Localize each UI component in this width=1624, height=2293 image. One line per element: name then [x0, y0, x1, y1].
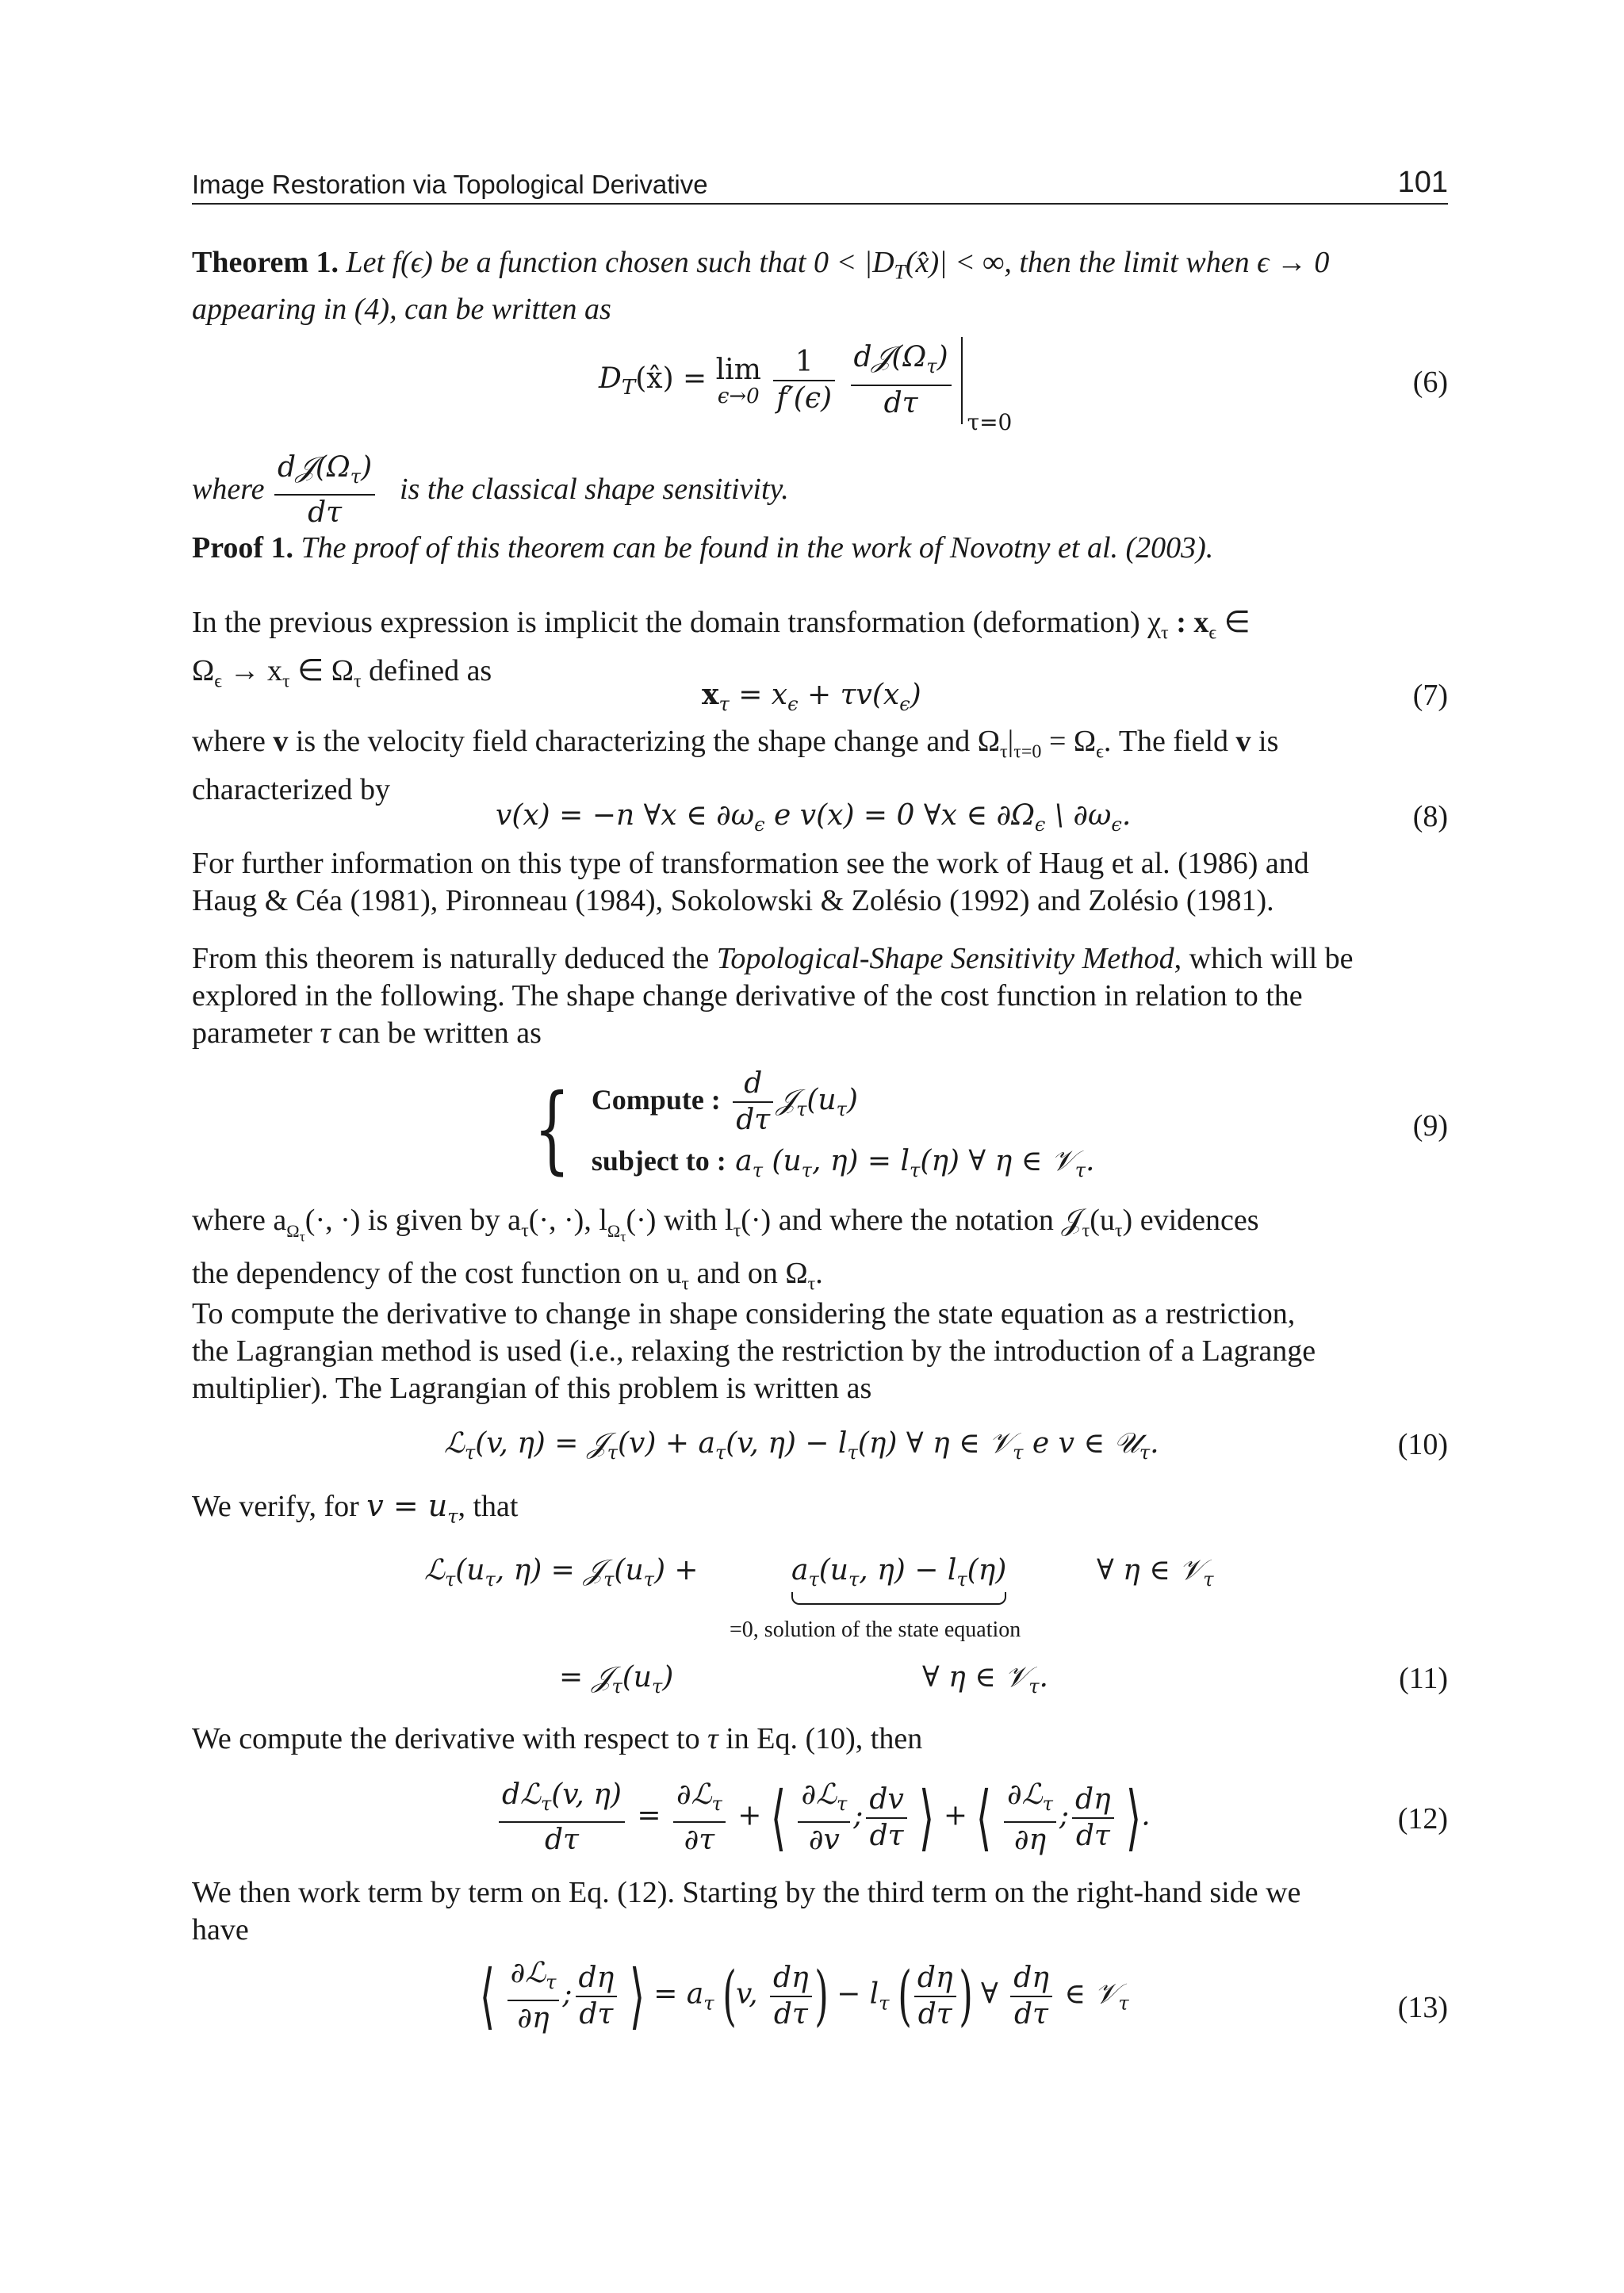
p8-tau: τ	[707, 1722, 718, 1755]
eq10-s1: τ	[464, 1441, 476, 1464]
eq13-frac-1	[508, 1956, 560, 2036]
eq13-rparen-2: )	[958, 1958, 973, 2034]
paragraph-3	[192, 845, 1448, 920]
eq11-l1e: ) +	[653, 1554, 699, 1587]
eq12-plus2: +	[943, 1799, 968, 1832]
p4-line2: explored in the following. The shape change derivative of the cost function in relation to the	[192, 979, 1303, 1013]
eq12-rangle-2: ⟩	[1125, 1776, 1142, 1859]
eq13-rparen-1: )	[814, 1958, 829, 2034]
theorem-text-c: appearing in (4), can be written as	[192, 292, 611, 326]
equation-13	[480, 1954, 1129, 2038]
eq13-f3-num: dη	[770, 1961, 812, 1997]
paragraph-9	[192, 1874, 1448, 1949]
p5-c: (·, ·), l	[528, 1204, 607, 1237]
p5-s3s: τ	[620, 1227, 626, 1244]
p4-method: Topological-Shape Sensitivity Method	[716, 942, 1174, 975]
eq10-g: .	[1150, 1427, 1159, 1460]
eq6-fraction-1	[773, 345, 835, 416]
paragraph-2	[192, 723, 1448, 809]
where-fraction	[274, 450, 375, 530]
eq13-v: v,	[736, 1977, 758, 2011]
eq13-frac-4	[914, 1961, 956, 2032]
p2-v2: v	[1235, 725, 1251, 758]
eq6-f1-num: 1	[773, 345, 835, 381]
p4-line3b: can be written as	[331, 1016, 542, 1050]
p3-line1: For further information on this type of transformation see the work of Haug et al. (1986) and	[192, 847, 1309, 880]
eq6-limit	[716, 354, 761, 407]
eq9-s-sub: τ	[752, 1159, 763, 1182]
eq7-lhs-sub: τ	[718, 693, 730, 716]
where-line	[192, 450, 1448, 530]
eq10-b: (v, η) = 𝒥	[475, 1427, 607, 1460]
eq6-lim: lim	[715, 354, 761, 386]
p1-line1-end: : x	[1168, 606, 1209, 639]
eq11-forall1-sub: τ	[1203, 1568, 1214, 1591]
eq13-sep: ;	[562, 1977, 573, 2011]
eq8-sub3: ϵ	[1111, 813, 1122, 836]
eq6-fraction-2	[851, 340, 952, 420]
eq12-f4-num: dv	[866, 1782, 906, 1819]
eq12-f6-den: dτ	[1075, 1819, 1110, 1852]
eq9-s-text: a	[735, 1145, 753, 1177]
paragraph-6	[192, 1296, 1448, 1407]
eq6-f2-den: dτ	[883, 386, 918, 419]
where-word: where	[192, 473, 265, 506]
eq11-l1c: , η) = 𝒥	[495, 1554, 604, 1587]
eq13-eq: = a	[653, 1977, 704, 2011]
p7-a: We verify, for	[192, 1490, 367, 1523]
p6-line3: multiplier). The Lagrangian of this problem is written as	[192, 1372, 872, 1405]
eq11-l2a: = 𝒥	[559, 1661, 612, 1694]
eq11-number: (11)	[1399, 1662, 1448, 1695]
eq12-sep2: ;	[1059, 1799, 1070, 1832]
theorem-text-a: Let f(ϵ) be a function chosen such that 0 < |D	[346, 246, 894, 279]
p2-d: = Ω	[1041, 725, 1097, 758]
paragraph-7	[192, 1487, 1448, 1536]
proof-text: The proof of this theorem can be found in the work of Novotny et al. (2003).	[301, 531, 1214, 565]
eq6-lhs-arg: (x̂) =	[635, 362, 707, 395]
eq12-frac-3	[798, 1778, 850, 1858]
eq8-sub2: ϵ	[1034, 813, 1046, 836]
p5-line2c: .	[815, 1256, 823, 1290]
p2-v: v	[273, 725, 289, 758]
paragraph-4	[192, 940, 1448, 1052]
p1-line1: In the previous expression is implicit the domain transformation (deformation) χ	[192, 606, 1162, 639]
p1-line1-sub2: ϵ	[1208, 622, 1217, 644]
p5-s2: τ	[521, 1220, 529, 1242]
p5-s3: Ω	[607, 1220, 621, 1241]
p4-a: From this theorem is naturally deduced the	[192, 942, 717, 975]
p5-s6: τ	[1114, 1220, 1123, 1242]
eq13-s3: τ	[1118, 1992, 1129, 2015]
eq11-l2b: (u	[622, 1661, 652, 1694]
eq7-number: (7)	[1412, 679, 1448, 712]
p2-sub: τ	[999, 741, 1008, 763]
eq9-s-sub3: τ	[910, 1159, 921, 1182]
underbrace-line	[791, 1592, 1006, 1605]
equation-11-forall-1	[1097, 1554, 1214, 1591]
eq9-c-end2: )	[846, 1084, 858, 1116]
eq12-f2-num-sub: τ	[711, 1793, 722, 1816]
equation-11-underbrace	[791, 1554, 1006, 1591]
p2-sub2: τ=0	[1013, 741, 1042, 763]
eq9-compute-label: Compute :	[591, 1084, 721, 1116]
equation-7	[702, 678, 921, 715]
eq11-ub-b: (u	[818, 1554, 848, 1587]
eq8-end: .	[1121, 799, 1132, 832]
p4-tau: τ	[320, 1016, 331, 1050]
p2-line2: characterized by	[192, 772, 390, 806]
eq12-frac-6	[1072, 1782, 1114, 1854]
p2-f: is	[1251, 725, 1279, 758]
eq9-subject-label: subject to :	[591, 1145, 726, 1177]
eq12-rangle-1: ⟩	[919, 1776, 935, 1859]
eq12-f1-num: dℒ	[502, 1778, 541, 1811]
eq11-ub-s2: τ	[848, 1568, 860, 1591]
p8-a: We compute the derivative with respect to	[192, 1722, 708, 1755]
p5-b: (·, ·) is given by a	[304, 1204, 522, 1237]
eq7-close: )	[910, 679, 921, 711]
p2-a: where	[192, 725, 274, 758]
p1-line2-sub3: τ	[353, 671, 362, 692]
equation-6	[599, 337, 1058, 435]
p5-s1s: τ	[299, 1227, 305, 1244]
eq11-forall2-sub: τ	[1028, 1675, 1040, 1698]
eq11-ub-s3: τ	[956, 1568, 967, 1591]
paragraph-8	[192, 1721, 1448, 1758]
eq13-f1-num-sub: τ	[546, 1971, 557, 1994]
eq9-s-end2: .	[1085, 1145, 1095, 1177]
eq7-rest: + τv(x	[798, 679, 900, 711]
where-f-den: dτ	[308, 496, 343, 530]
header-title: Image Restoration via Topological Derivative	[192, 170, 708, 199]
page-number: 101	[1397, 166, 1448, 199]
eq13-f4-num: dη	[914, 1961, 956, 1997]
p5-f: (u	[1090, 1204, 1115, 1237]
p3-line2: Haug & Céa (1981), Pironneau (1984), Sokolowski & Zolésio (1992) and Zolésio (1981).	[192, 884, 1274, 917]
p1-line2-mid: → x	[221, 653, 282, 687]
eq6-f2-num-end: )	[936, 341, 948, 374]
where-f-num-end: )	[361, 451, 373, 484]
eq13-f2-den: dτ	[579, 1997, 614, 2031]
eq11-forall2-end: .	[1039, 1661, 1048, 1694]
eq10-s2: τ	[607, 1441, 619, 1464]
equation-11-line-1	[424, 1554, 699, 1591]
equation-10	[444, 1427, 1159, 1464]
eq13-lparen-2: (	[898, 1958, 912, 2034]
p2-e: . The field	[1103, 725, 1236, 758]
eq11-l2s1: τ	[611, 1675, 622, 1698]
eq13-f1-num: ∂ℒ	[510, 1956, 546, 1989]
eq13-s1: τ	[703, 1992, 714, 2015]
p9-line1: We then work term by term on Eq. (12). Starting by the third term on the right-hand side we	[192, 1876, 1301, 1909]
eq13-s2: τ	[879, 1992, 890, 2015]
eq11-ub-a: a	[791, 1554, 809, 1587]
p1-line2: Ω	[192, 653, 215, 687]
eq9-c-rest: 𝒥	[776, 1084, 797, 1116]
eq10-f: e v ∈ 𝒰	[1023, 1427, 1139, 1460]
eq6-number: (6)	[1412, 366, 1448, 399]
eq11-l1s4: τ	[643, 1568, 654, 1591]
eq9-s-mid: (u	[762, 1145, 802, 1177]
eq12-eq: =	[637, 1799, 661, 1832]
eq12-f5-den: ∂η	[1013, 1824, 1047, 1857]
eq12-number: (12)	[1397, 1802, 1448, 1836]
eq12-f3-den: ∂v	[808, 1824, 840, 1857]
eq10-d: (v, η) − l	[726, 1427, 848, 1460]
p2-c: |	[1007, 725, 1014, 758]
eq6-eval: τ=0	[967, 409, 1013, 435]
where-f-num: d𝒥(Ω	[278, 451, 350, 484]
p5-g: ) evidences	[1122, 1204, 1259, 1237]
p5-s5: τ	[1082, 1220, 1090, 1242]
eq12-f1-num-sub: τ	[540, 1793, 552, 1816]
eq12-f2-den: ∂τ	[684, 1824, 715, 1857]
eq8-text: v(x) = −n ∀x ∈ ∂ω	[496, 799, 755, 832]
p5-a: where a	[192, 1204, 287, 1237]
eq11-l1s1: τ	[444, 1568, 456, 1591]
eq9-cases	[592, 1066, 1095, 1193]
p1-line2-sub2: τ	[282, 671, 290, 692]
p7-b: v = u	[366, 1488, 448, 1523]
eq13-in: ∈ 𝒱	[1064, 1977, 1119, 2011]
eq10-s3: τ	[714, 1441, 726, 1464]
equation-8	[496, 799, 1131, 836]
eq12-langle-2: ⟨	[976, 1776, 992, 1859]
eq12-plus1: +	[737, 1799, 762, 1832]
eq12-frac-1	[499, 1778, 625, 1858]
eq11-forall1: ∀ η ∈ 𝒱	[1097, 1554, 1204, 1587]
p7-c: , that	[458, 1490, 519, 1523]
eq13-f5-den: dτ	[1014, 1997, 1048, 2031]
p1-line2-sub: ϵ	[214, 671, 222, 692]
eq9-number: (9)	[1412, 1109, 1448, 1143]
p5-e: (·) and where the notation 𝒥	[741, 1204, 1082, 1237]
theorem-text-b: (x̂)| < ∞, then the limit when ϵ → 0	[905, 246, 1330, 279]
theorem-statement: Theorem 1. Let f(ϵ) be a function chosen such that $0 < |D_T(x̂)|$ < ∞, then the limit when ϵ → 0 appearing in (4), can be written as	[192, 246, 1330, 326]
p5-s4: τ	[733, 1220, 741, 1242]
eq13-minus: − l	[837, 1977, 879, 2011]
eq13-f3-den: dτ	[773, 1997, 808, 2031]
eq12-frac-5	[1004, 1778, 1056, 1858]
p5-l2s2: τ	[807, 1273, 816, 1295]
eq12-f3-num: ∂ℒ	[801, 1778, 837, 1811]
eq8-mid: e v(x) = 0 ∀x ∈ ∂Ω	[764, 799, 1035, 832]
equation-11-line-2	[559, 1661, 673, 1698]
eq9-s-sub4: τ	[1074, 1159, 1086, 1182]
eq12-f6-num: dη	[1072, 1782, 1114, 1819]
p5-line2a: the dependency of the cost function on u	[192, 1256, 682, 1290]
eq11-forall2: ∀ η ∈ 𝒱	[922, 1661, 1029, 1694]
eq9-c-end: (u	[806, 1084, 837, 1116]
eq10-s5: τ	[1013, 1441, 1024, 1464]
eq12-frac-4	[866, 1782, 906, 1854]
eq13-frac-2	[576, 1961, 618, 2032]
eq12-f1-num-end: (v, η)	[551, 1778, 622, 1811]
proof-label: Proof 1.	[192, 531, 294, 565]
eq12-f5-num-sub: τ	[1042, 1793, 1053, 1816]
eq12-frac-2	[673, 1778, 726, 1858]
p6-line2: the Lagrangian method is used (i.e., relaxing the restriction by the introduction of a Lagrange	[192, 1334, 1316, 1368]
eq6-f2-num-sub: τ	[926, 355, 937, 378]
eq11-underbrace-group	[791, 1554, 1006, 1591]
eq6-lhs-sub: T	[621, 376, 636, 400]
eq12-f5-num: ∂ℒ	[1007, 1778, 1043, 1811]
eq10-number: (10)	[1397, 1428, 1448, 1461]
eq11-l1s2: τ	[485, 1568, 496, 1591]
eq12-langle-1: ⟨	[770, 1776, 787, 1859]
eq6-eval-bar	[961, 337, 1058, 435]
eq11-l1d: (u	[614, 1554, 644, 1587]
p1-line2-end: defined as	[361, 653, 492, 687]
eq6-lhs: D	[599, 362, 622, 395]
eq10-s6: τ	[1139, 1441, 1151, 1464]
p5-d: (·) with l	[626, 1204, 733, 1237]
equation-11-forall-2	[922, 1661, 1048, 1698]
running-header	[192, 163, 1448, 205]
eq13-lparen-1: (	[722, 1958, 737, 2034]
p2-b: is the velocity field characterizing the shape change and Ω	[288, 725, 1000, 758]
eq9-c-den: dτ	[736, 1104, 771, 1136]
underbrace-label: =0, solution of the state equation	[730, 1617, 1021, 1642]
eq13-langle: ⟨	[479, 1954, 496, 2038]
eq12-f3-num-sub: τ	[837, 1793, 848, 1816]
eq13-frac-3	[770, 1961, 812, 2032]
eq12-f2-num: ∂ℒ	[676, 1778, 712, 1811]
eq10-e: (η) ∀ η ∈ 𝒱	[857, 1427, 1013, 1460]
eq11-l2c: )	[662, 1661, 674, 1694]
p7-s: τ	[447, 1505, 458, 1528]
eq13-f1-den: ∂η	[517, 2002, 550, 2035]
eq12-end: .	[1141, 1799, 1151, 1832]
eq8-sub1: ϵ	[754, 813, 765, 836]
eq9-c-sub2: τ	[836, 1098, 847, 1121]
eq11-ub-c: , η) − l	[859, 1554, 957, 1587]
eq7-rest-sub: ϵ	[899, 693, 910, 716]
eq9-frac	[733, 1066, 773, 1138]
p2-sub3: ϵ	[1096, 741, 1104, 763]
p5-l2s1: τ	[681, 1273, 689, 1295]
eq10-s4: τ	[847, 1441, 858, 1464]
eq13-f5-num: dη	[1010, 1961, 1052, 1997]
eq10-c: (v) + a	[618, 1427, 715, 1460]
p9-line2: have	[192, 1913, 249, 1947]
eq11-l2s2: τ	[651, 1675, 663, 1698]
eq6-f2-num: d𝒥(Ω	[853, 341, 927, 374]
p5-s1: Ω	[286, 1220, 300, 1241]
eq13-forall: ∀	[981, 1977, 998, 2011]
eq6-lim-sub: ϵ→0	[717, 385, 760, 408]
eq12-f1-den: dτ	[544, 1824, 579, 1857]
eq7-lhs: x	[702, 678, 719, 711]
where-f-num-sub: τ	[350, 465, 362, 488]
theorem-label: Theorem 1.	[192, 246, 339, 279]
eq13-number: (13)	[1397, 1991, 1448, 2024]
eq11-ub-d: (η)	[967, 1554, 1007, 1587]
p8-b: in Eq. (10), then	[718, 1722, 923, 1755]
eq13-frac-5	[1010, 1961, 1052, 2032]
eq6-f1-den: f′(ϵ)	[776, 382, 833, 415]
eq11-l1b: (u	[455, 1554, 485, 1587]
eq10-a: ℒ	[444, 1427, 465, 1460]
eq13-rangle: ⟩	[629, 1954, 645, 2038]
eq9-s-end: (η) ∀ η ∈ 𝒱	[920, 1145, 1075, 1177]
eq12-f4-den: dτ	[869, 1819, 904, 1852]
eq11-l1s3: τ	[603, 1568, 615, 1591]
eq11-l1a: ℒ	[424, 1554, 445, 1587]
paragraph-5	[192, 1202, 1448, 1303]
eq9-brace: {	[534, 1074, 571, 1185]
p4-b: , which will be	[1174, 942, 1354, 975]
eq9-s-sub2: τ	[801, 1159, 812, 1182]
eq9-s-mid2: , η) = l	[811, 1145, 910, 1177]
eq7-mid: = x	[729, 679, 788, 711]
eq12-sep1: ;	[853, 1799, 864, 1832]
where-rest: is the classical shape sensitivity.	[400, 473, 789, 506]
p6-line1: To compute the derivative to change in shape considering the state equation as a restriction,	[192, 1297, 1296, 1330]
p5-line2b: and on Ω	[688, 1256, 808, 1290]
proof	[192, 530, 1448, 567]
equation-9	[522, 1066, 1094, 1193]
eq13-f2-num: dη	[576, 1961, 618, 1997]
eq9-c-num: d	[733, 1066, 773, 1103]
eq13-f4-den: dτ	[917, 1997, 952, 2031]
eq7-mid-sub: ϵ	[787, 693, 799, 716]
eq8-number: (8)	[1412, 800, 1448, 833]
eq9-c-sub: τ	[796, 1098, 807, 1121]
p1-line1-end2: ∈	[1216, 606, 1251, 639]
equation-12	[496, 1776, 1151, 1859]
p4-line3a: parameter	[192, 1016, 320, 1050]
p1-line1-sub: τ	[1161, 622, 1169, 644]
eq11-ub-s1: τ	[808, 1568, 819, 1591]
p1-line2-mid2: ∈ Ω	[289, 653, 354, 687]
eq8-mid2: \ ∂ω	[1045, 799, 1112, 832]
